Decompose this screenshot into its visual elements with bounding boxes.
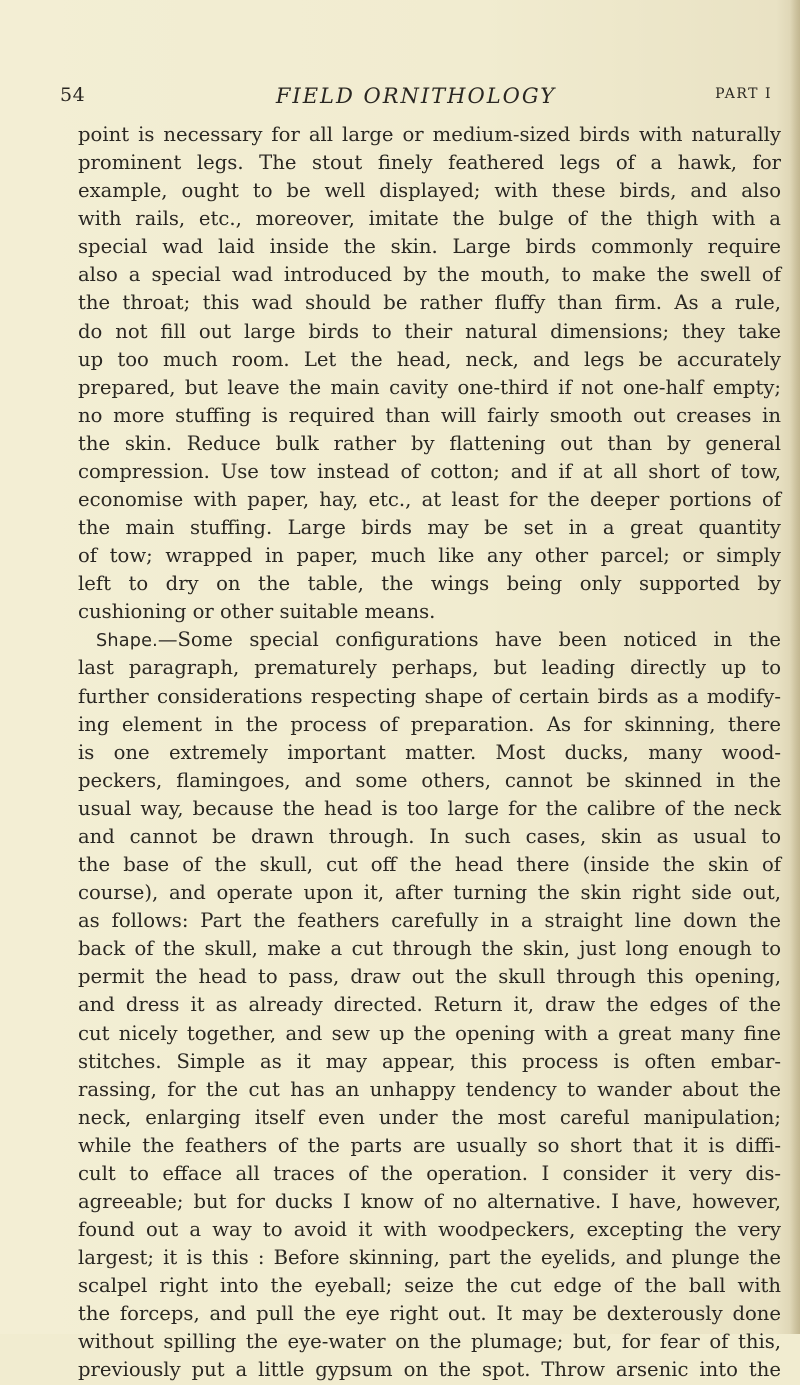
text-line: scalpel right into the eyeball; seize the cut edge of the ball with <box>78 1274 781 1298</box>
text-line: the forceps, and pull the eye right out. It may be dexterously done <box>78 1302 781 1326</box>
text-line: up too much room. Let the head, neck, and legs be accurately <box>78 347 781 371</box>
text-line: do not fill out large birds to their natural dimensions; they take <box>78 319 781 343</box>
text-line: economise with paper, hay, etc., at least for the deeper portions of <box>78 488 781 512</box>
page-edge-shadow <box>790 0 800 1334</box>
text-line: permit the head to pass, draw out the skull through this opening, <box>78 965 781 989</box>
text-line: compression. Use tow instead of cotton; and if at all short of tow, <box>78 459 781 483</box>
text-line: special wad laid inside the skin. Large birds commonly require <box>78 235 781 259</box>
text-line: course), and operate upon it, after turning the skin right side out, <box>78 881 781 905</box>
paragraph-first-line <box>78 626 781 654</box>
text-line: and dress it as already directed. Return it, draw the edges of the <box>78 993 781 1017</box>
section-heading: Shape. <box>96 631 158 652</box>
text-line: further considerations respecting shape of certain birds as a modify- <box>78 684 781 708</box>
text-line: previously put a little gypsum on the spot. Throw arsenic into the <box>78 1358 781 1382</box>
text-line: cushioning or other suitable means. <box>78 600 436 624</box>
text-line: also a special wad introduced by the mouth, to make the swell of <box>78 263 781 287</box>
text-line: neck, enlarging itself even under the most careful manipulation; <box>78 1105 781 1129</box>
running-head <box>60 84 772 114</box>
text-line: no more stuffing is required than will fairly smooth out creases in <box>78 403 781 427</box>
page-number: 54 <box>60 84 86 106</box>
text-line: without spilling the eye-water on the plumage; but, for fear of this, <box>78 1330 781 1354</box>
text-line: the base of the skull, cut off the head there (inside the skin of <box>78 853 781 877</box>
text-line: back of the skull, make a cut through the skin, just long enough to <box>78 937 781 961</box>
text-line: largest; it is this : Before skinning, part the eyelids, and plunge the <box>78 1246 781 1270</box>
text-line: agreeable; but for ducks I know of no alternative. I have, however, <box>78 1189 781 1213</box>
paragraph-1 <box>78 121 781 626</box>
text-line: peckers, flamingoes, and some others, cannot be skinned in the <box>78 768 781 792</box>
text-line: point is necessary for all large or medium-sized birds with naturally <box>78 123 781 146</box>
text-line: prominent legs. The stout finely feathered legs of a hawk, for <box>78 151 781 175</box>
text-line: the skin. Reduce bulk rather by flattening out than by general <box>78 431 781 455</box>
text-line: ing element in the process of preparation. As for skinning, there <box>78 712 781 736</box>
text-line: cult to efface all traces of the operation. I consider it very dis- <box>78 1161 781 1185</box>
text-line: stitches. Simple as it may appear, this process is often embar- <box>78 1049 781 1073</box>
text-line: and cannot be drawn through. In such cases, skin as usual to <box>78 824 781 848</box>
text-line: is one extremely important matter. Most ducks, many wood- <box>78 740 781 764</box>
text-line: of tow; wrapped in paper, much like any other parcel; or simply <box>78 544 781 568</box>
text-line: usual way, because the head is too large for the calibre of the neck <box>78 796 781 820</box>
text-line: left to dry on the table, the wings being only supported by <box>78 572 781 596</box>
first-line-text: —Some special configurations have been noticed in the <box>157 628 781 652</box>
text-line: with rails, etc., moreover, imitate the bulge of the thigh with a <box>78 207 781 231</box>
running-title: FIELD ORNITHOLOGY <box>275 84 557 108</box>
text-line: while the feathers of the parts are usually so short that it is diffi- <box>78 1133 781 1157</box>
paragraph-2 <box>78 626 781 1384</box>
part-label: PART I <box>715 86 772 102</box>
text-line: the throat; this wad should be rather fluffy than firm. As a rule, <box>78 291 781 315</box>
text-line: prepared, but leave the main cavity one-third if not one-half empty; <box>78 375 781 399</box>
text-line: example, ought to be well displayed; with these birds, and also <box>78 179 781 203</box>
text-line: as follows: Part the feathers carefully in a straight line down the <box>78 909 781 933</box>
body-text <box>78 121 781 1385</box>
text-line: rassing, for the cut has an unhappy tendency to wander about the <box>78 1077 781 1101</box>
text-line: cut nicely together, and sew up the opening with a great many fine <box>78 1021 781 1045</box>
text-line: last paragraph, prematurely perhaps, but leading directly up to <box>78 656 781 680</box>
text-line: found out a way to avoid it with woodpeckers, excepting the very <box>78 1218 781 1242</box>
text-line: the main stuffing. Large birds may be set in a great quantity <box>78 516 781 540</box>
